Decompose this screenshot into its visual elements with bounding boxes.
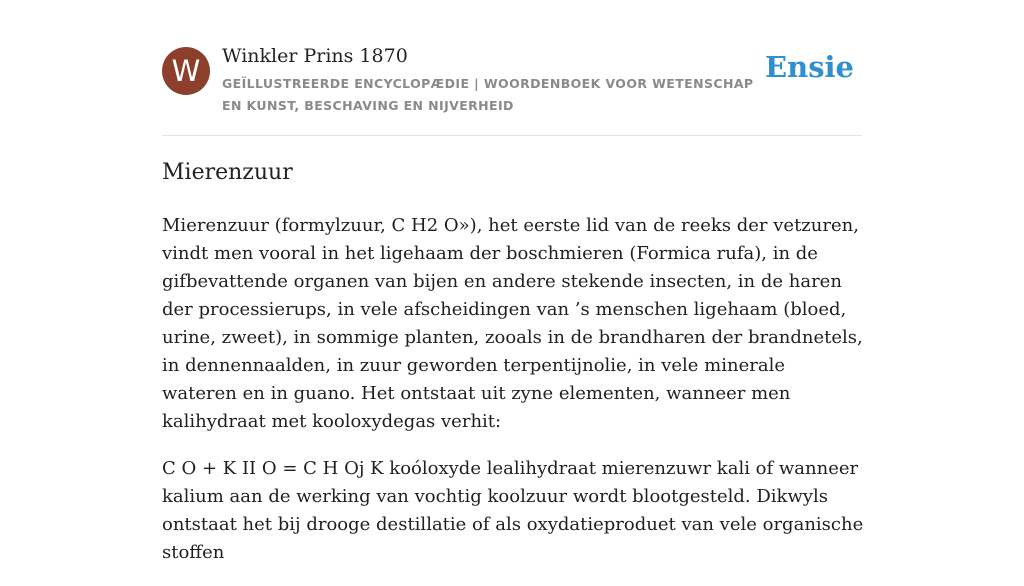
article-paragraph-2: C O + K II O = C H Oj K koóloxyde lealihydraat mierenzuwr kali of wanneer kalium aan de werking van vochtig koolzuur wordt blootgesteld. Dikwyls ontstaat het bij drooge destillatie of als oxydatieproduet van vele organische stoffen	[162, 458, 864, 563]
header-divider	[162, 135, 862, 136]
ensie-logo[interactable]: Ensie	[765, 50, 854, 84]
source-avatar[interactable]: W	[162, 47, 210, 95]
source-subtitle: GEÏLLUSTREERDE ENCYCLOPÆDIE | WOORDENBOEK VOOR WETENSCHAP EN KUNST, BESCHAVING EN NIJVERHEID	[222, 76, 754, 113]
article-title: Mierenzuur	[162, 160, 293, 185]
article-body	[162, 212, 864, 586]
article-paragraph-1: Mierenzuur (formylzuur, C H2 O»), het eerste lid van de reeks der vetzuren, vindt men vooral in het ligehaam der boschmieren (Formica rufa), in de gifbevattende organen van bijen en andere stekende insecten, in de haren der processierups, in vele afscheidingen van ’s menschen ligehaam (bloed, urine, zweet), in sommige planten, zooals in de brandharen der brandnetels, in dennennaalden, in zuur geworden terpentijnolie, in vele minerale wateren en in guano. Het ontstaat uit zyne elementen, wanneer men kalihydraat met kooloxydegas verhit:	[162, 215, 863, 432]
source-header	[162, 44, 862, 120]
source-title-link[interactable]: Winkler Prins 1870	[222, 45, 408, 67]
